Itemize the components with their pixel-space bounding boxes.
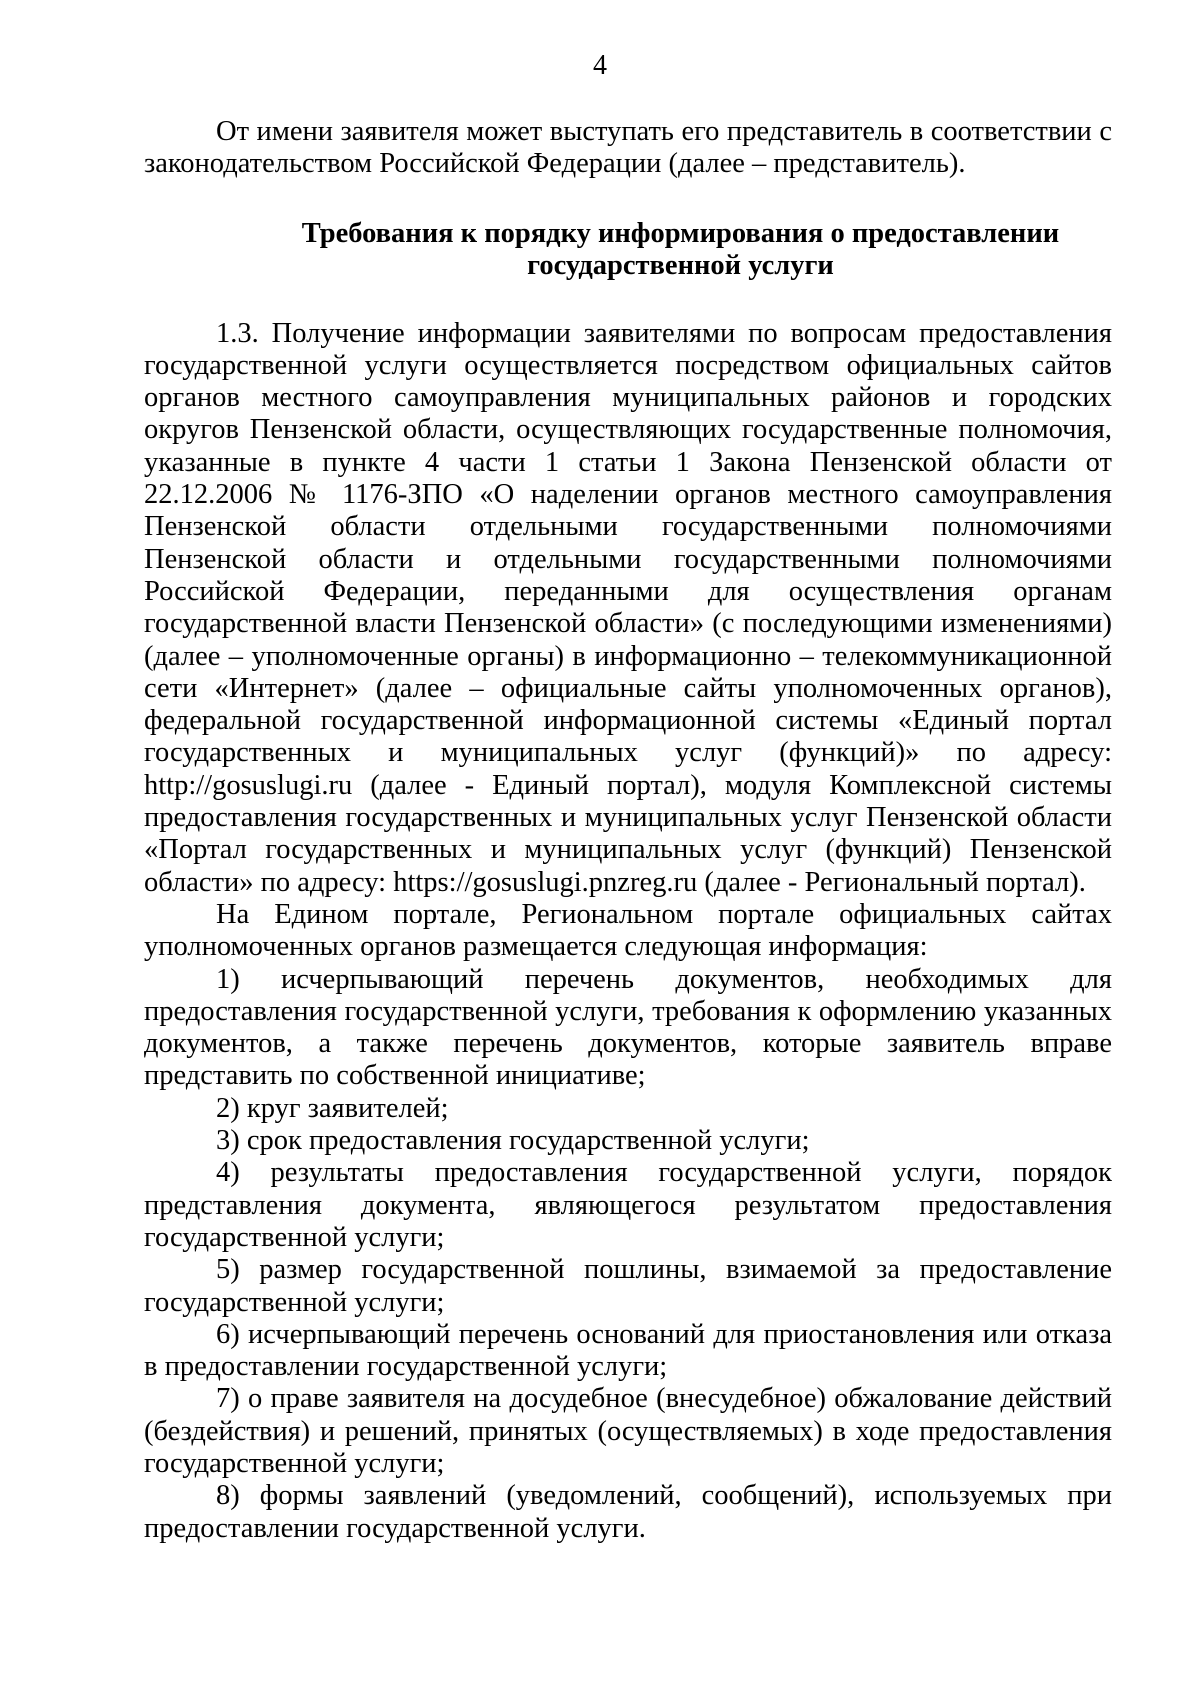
list-item-3: 3) срок предоставления государственной услуги;	[216, 1125, 810, 1157]
section-heading	[144, 218, 1112, 282]
intro-paragraph: От имени заявителя может выступать его представитель в соответствии с законодательством Российской Федерации (далее – представитель).	[144, 116, 1112, 180]
document-body	[144, 116, 1112, 1545]
list-item-8: 8) формы заявлений (уведомлений, сообщений), используемых при предоставлении государственной услуги.	[144, 1480, 1112, 1544]
page-number: 4	[593, 50, 607, 81]
list-item-4: 4) результаты предоставления государственной услуги, порядок представления документа, являющегося результатом предоставления государственной услуги;	[144, 1157, 1112, 1253]
list-item-2: 2) круг заявителей;	[216, 1092, 449, 1124]
section-heading-line-1: Требования к порядку информирования о предоставлении	[301, 217, 1060, 249]
portal-info-intro: На Едином портале, Региональном портале официальных сайтах уполномоченных органов размещается следующая информация:	[144, 898, 1112, 963]
list-item-5: 5) размер государственной пошлины, взимаемой за предоставление государственной услуги;	[144, 1254, 1112, 1318]
list-item-1: 1) исчерпывающий перечень документов, необходимых для предоставления государственной услуги, требования к оформлению указанных документов, а также перечень документов, которые заявитель вправе представить по собственной инициативе;	[144, 963, 1112, 1092]
list-item-6: 6) исчерпывающий перечень оснований для приостановления или отказа в предоставлении государственной услуги;	[144, 1318, 1112, 1383]
list-item-7: 7) о праве заявителя на досудебное (внесудебное) обжалование действий (бездействия) и решений, принятых (осуществляемых) в ходе предоставления государственной услуги;	[144, 1383, 1112, 1479]
paragraph-1-3: 1.3. Получение информации заявителями по вопросам предоставления государственной услуги осуществляется посредством официальных сайтов органов местного самоуправления муниципальных районов и городских округов Пензенской области, осуществляющих государственные полномочия, указанные в пункте 4 части 1 статьи 1 Закона Пензенской области от 22.12.2006 № 1176-ЗПО «О наделении органов местного самоуправления Пензенской области отдельными государственными полномочиями Пензенской области и отдельными государственными полномочиями Российской Федерации, переданными для осуществления органам государственной власти Пензенской области» (с последующими изменениями) (далее – уполномоченные органы) в информационно – телекоммуникационной сети «Интернет» (далее – официальные сайты уполномоченных органов), федеральной государственной информационной системы «Единый портал государственных и муниципальных услуг (функций)» по адресу: http://gosuslugi.ru (далее - Единый портал), модуля Комплексной системы предоставления государственных и муниципальных услуг Пензенской области «Портал государственных и муниципальных услуг (функций) Пензенской области» по адресу: https://gosuslugi.pnzreg.ru (далее - Региональный портал).	[144, 317, 1112, 898]
section-heading-line-2: государственной услуги	[527, 249, 834, 281]
